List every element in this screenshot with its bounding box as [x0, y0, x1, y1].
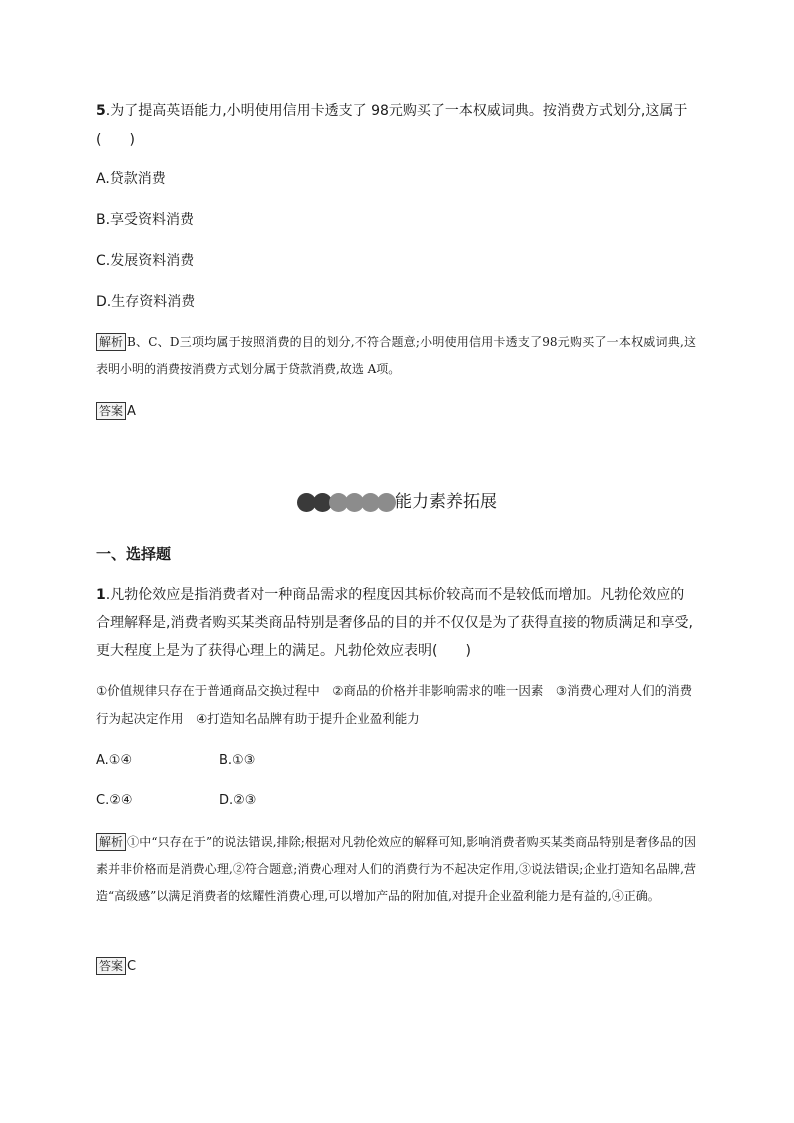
q5-stem-text: .为了提高英语能力,小明使用信用卡透支了 98元购买了一本权威词典。按消费方式划分,这属于	[105, 103, 688, 119]
section-title: 能力素养拓展	[395, 492, 497, 512]
q1-number: 1	[96, 587, 106, 603]
q1-option-a: A.①④	[96, 753, 133, 768]
q1-option-b: B.①③	[219, 753, 256, 768]
q1-option-d: D.②③	[219, 793, 257, 808]
q5-number: 5	[96, 103, 106, 119]
q1-answer-value: C	[127, 959, 137, 974]
q1-stem-text: .凡勃伦效应是指消费者对一种商品需求的程度因其标价较高而不是较低而增加。凡勃伦效应的合理解释是,消费者购买某类商品特别是奢侈品的目的并不仅仅是为了获得直接的物质满足和享受,更大程度上是为了获得心理上的满足。凡勃伦效应表明( )	[96, 587, 693, 659]
q5-option-c: C.发展资料消费	[96, 253, 195, 269]
q1-statements: ①价值规律只存在于普通商品交换过程中 ②商品的价格并非影响需求的唯一因素 ③消费心理对人们的消费行为起决定作用 ④打造知名品牌有助于提升企业盈利能力	[96, 683, 693, 726]
q1-option-c: C.②④	[96, 793, 133, 808]
q5-option-a: A.贷款消费	[96, 171, 166, 187]
q1-answer	[96, 957, 136, 976]
q5-analysis	[96, 329, 696, 383]
answer-tag: 答案	[96, 957, 126, 975]
section-header	[0, 487, 794, 517]
decorative-dots-icon	[297, 487, 393, 517]
q5-option-b: B.享受资料消费	[96, 212, 195, 228]
q1-analysis-text: ①中“只存在于”的说法错误,排除;根据对凡勃伦效应的解释可知,影响消费者购买某类商品特别是奢侈品的因素并非价格而是消费心理,②符合题意;消费心理对人们的消费行为不起决定作用,③说法错误;企业打造知名品牌,营造“高级感”以满足消费者的炫耀性消费心理,可以增加产品的附加值,对提升企业盈利能力是有益的,④正确。	[96, 835, 696, 903]
q5-stem-line1	[96, 102, 687, 120]
q5-stem-line2: ( )	[96, 132, 135, 148]
analysis-tag: 解析	[96, 833, 126, 851]
answer-tag: 答案	[96, 402, 126, 420]
q1-stem	[96, 581, 696, 665]
analysis-tag: 解析	[96, 333, 126, 351]
q1-analysis	[96, 829, 696, 910]
part-heading: 一、选择题	[96, 545, 172, 563]
q5-option-d: D.生存资料消费	[96, 294, 196, 310]
q5-answer	[96, 402, 136, 421]
q5-answer-value: A	[127, 404, 136, 419]
q5-analysis-text: B、C、D三项均属于按照消费的目的划分,不符合题意;小明使用信用卡透支了98元购买了一本权威词典,这表明小明的消费按消费方式划分属于贷款消费,故选 A项。	[96, 335, 696, 376]
